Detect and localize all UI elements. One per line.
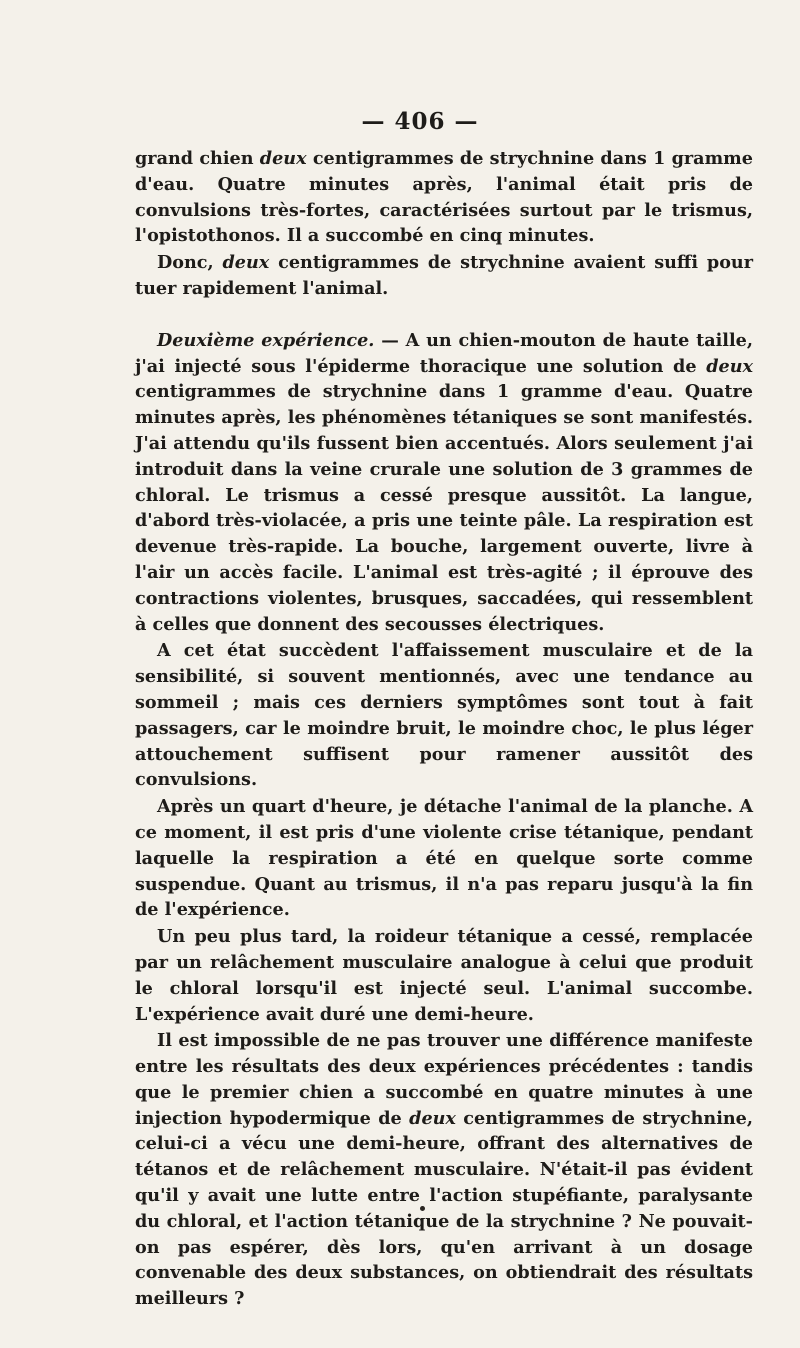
- text-run: Après un quart d'heure, je détache l'animal de la planche. A ce moment, il est pris d'une violente crise tétanique, pendant laquelle la respiration a été en quelque sorte comme suspendue. Quant au trismus, il n'a pas reparu jusqu'à la fin de l'expérience.: [135, 796, 753, 921]
- text-run: A cet état succèdent l'affaissement musculaire et de la sensibilité, si souvent mentionnés, avec une tendance au sommeil ; mais ces derniers symptômes sont tout à fait passagers, car le moindre bruit, le moindre choc, le plus léger attouchement suffisent pour ramener aussitôt des convulsions.: [135, 640, 753, 791]
- paragraph: [135, 328, 753, 638]
- paragraph: [135, 794, 753, 923]
- paragraph: [135, 1028, 753, 1312]
- text-run: Il est impossible de ne pas trouver une différence manifeste entre les résultats des deux expériences précédentes : tandis que le premier chien a succombé en quatre minutes à une injection hypodermique de: [135, 1030, 753, 1129]
- italic-text: deux: [259, 148, 307, 169]
- italic-text: deux: [222, 252, 270, 274]
- text-run: Un peu plus tard, la roideur tétanique a cessé, remplacée par un relâchement musculaire analogue à celui que produit le chloral lorsqu'il est injecté seul. L'animal succombe. L'expérience avait duré une demi-heure.: [135, 926, 753, 1025]
- paragraph: [135, 146, 753, 249]
- text-run: centigrammes de strychnine, celui-ci a vécu une demi-heure, offrant des alternatives de tétanos et de relâchement musculaire. N'était-il pas évident qu'il y avait une lutte entre l'action stupéfiante, paralysante du chloral, et l'action tétanique de la strychnine ? Ne pouvait-on pas espérer, dès lors, qu'en arrivant à un dosage convenable des deux substances, on obtiendrait des résultats meilleurs ?: [135, 1107, 753, 1310]
- paragraph: [135, 924, 753, 1027]
- body-text: [135, 146, 753, 1312]
- ink-dot: [420, 1206, 425, 1211]
- paragraph: [135, 250, 753, 302]
- text-run: Donc,: [157, 252, 223, 274]
- text-run: grand chien: [135, 148, 260, 169]
- italic-text: Deuxième expérience.: [157, 329, 375, 351]
- text-run: centigrammes de strychnine dans 1 gramme d'eau. Quatre minutes après, l'animal était pris de convulsions très-fortes, caractérisées surtout par le trismus, l'opistothonos. Il a succombé en cinq minutes.: [135, 148, 753, 247]
- paragraph: [135, 638, 753, 793]
- text-run: — A un chien-mouton de haute taille, j'ai injecté sous l'épiderme thoracique une solution de: [135, 329, 753, 377]
- italic-text: deux: [409, 1107, 456, 1129]
- text-run: centigrammes de strychnine avaient suffi pour tuer rapidement l'animal.: [135, 252, 753, 299]
- text-run: centigrammes de strychnine dans 1 gramme d'eau. Quatre minutes après, les phénomènes tétaniques se sont manifestés. J'ai attendu qu'ils fussent bien accentués. Alors seulement j'ai introduit dans la veine crurale une solution de 3 grammes de chloral. Le trismus a cessé presque aussitôt. La langue, d'abord très-violacée, a pris une teinte pâle. La respiration est devenue très-rapide. La bouche, largement ouverte, livre à l'air un accès facile. L'animal est très-agité ; il éprouve des contractions violentes, brusques, saccadées, qui ressemblent à celles que donnent des secousses électriques.: [135, 381, 753, 635]
- page-number: — 406 —: [361, 108, 479, 135]
- italic-text: deux: [706, 355, 753, 377]
